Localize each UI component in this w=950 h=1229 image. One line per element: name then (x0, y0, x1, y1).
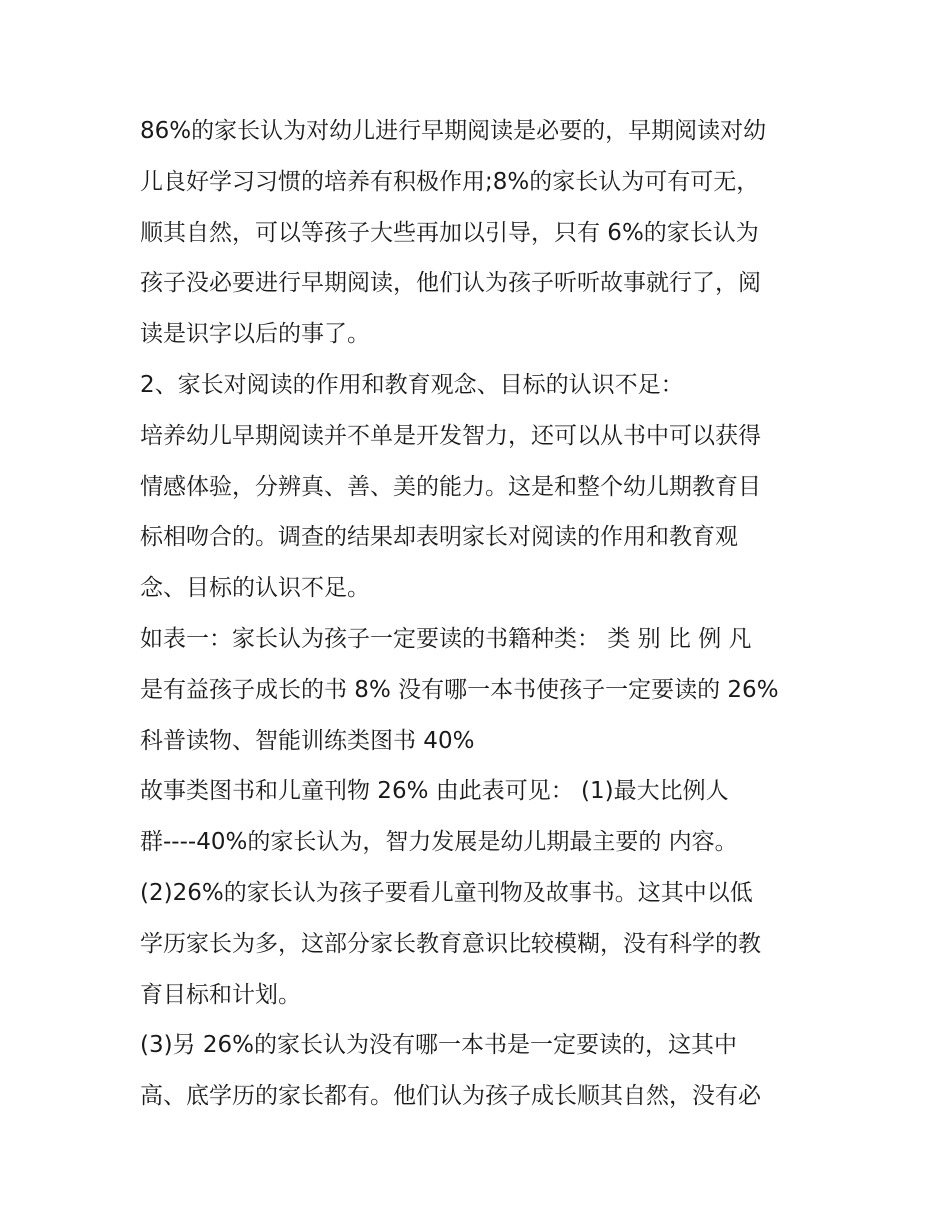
text-line-10: 念、目标的认识不足。 (140, 575, 370, 602)
text-line-2: 儿良好学习习惯的培养有积极作用;8%的家长认为可有可无， (140, 168, 760, 195)
text-line-15: 群----40%的家长认为，智力发展是幼儿期最主要的 内容。 (140, 829, 738, 856)
text-line-16: (2)26%的家长认为孩子要看儿童刊物及故事书。这其中以低 (140, 879, 753, 906)
text-line-20: 高、底学历的家长都有。他们认为孩子成长顺其自然，没有必 (140, 1083, 761, 1110)
text-line-4: 孩子没必要进行早期阅读，他们认为孩子听听故事就行了，阅 (140, 270, 761, 297)
text-line-13: 科普读物、智能训练类图书 40% (140, 727, 475, 754)
text-line-7: 培养幼儿早期阅读并不单是开发智力，还可以从书中可以获得 (140, 422, 761, 449)
text-line-14: 故事类图书和儿童刊物 26% 由此表可见： (1)最大比例人 (140, 778, 729, 805)
text-line-9: 标相吻合的。调查的结果却表明家长对阅读的作用和教育观 (140, 524, 738, 551)
text-line-5: 读是识字以后的事了。 (140, 321, 370, 348)
text-line-18: 育目标和计划。 (140, 981, 301, 1008)
text-line-3: 顺其自然，可以等孩子大些再加以引导，只有 6%的家长认为 (140, 219, 759, 246)
text-line-17: 学历家长为多，这部分家长教育意识比较模糊，没有科学的教 (140, 930, 761, 957)
body-text (140, 106, 820, 1122)
text-line-11: 如表一：家长认为孩子一定要读的书籍种类： 类 别 比 例 凡 (140, 625, 752, 652)
text-line-12: 是有益孩子成长的书 8% 没有哪一本书使孩子一定要读的 26% (140, 676, 779, 703)
section-heading: 2、家长对阅读的作用和教育观念、目标的认识不足： (140, 371, 684, 398)
text-line-19: (3)另 26%的家长认为没有哪一本书是一定要读的，这其中 (140, 1032, 738, 1059)
text-line-1: 86%的家长认为对幼儿进行早期阅读是必要的，早期阅读对幼 (140, 118, 767, 144)
text-line-8: 情感体验，分辨真、善、美的能力。这是和整个幼儿期教育目 (140, 473, 761, 500)
